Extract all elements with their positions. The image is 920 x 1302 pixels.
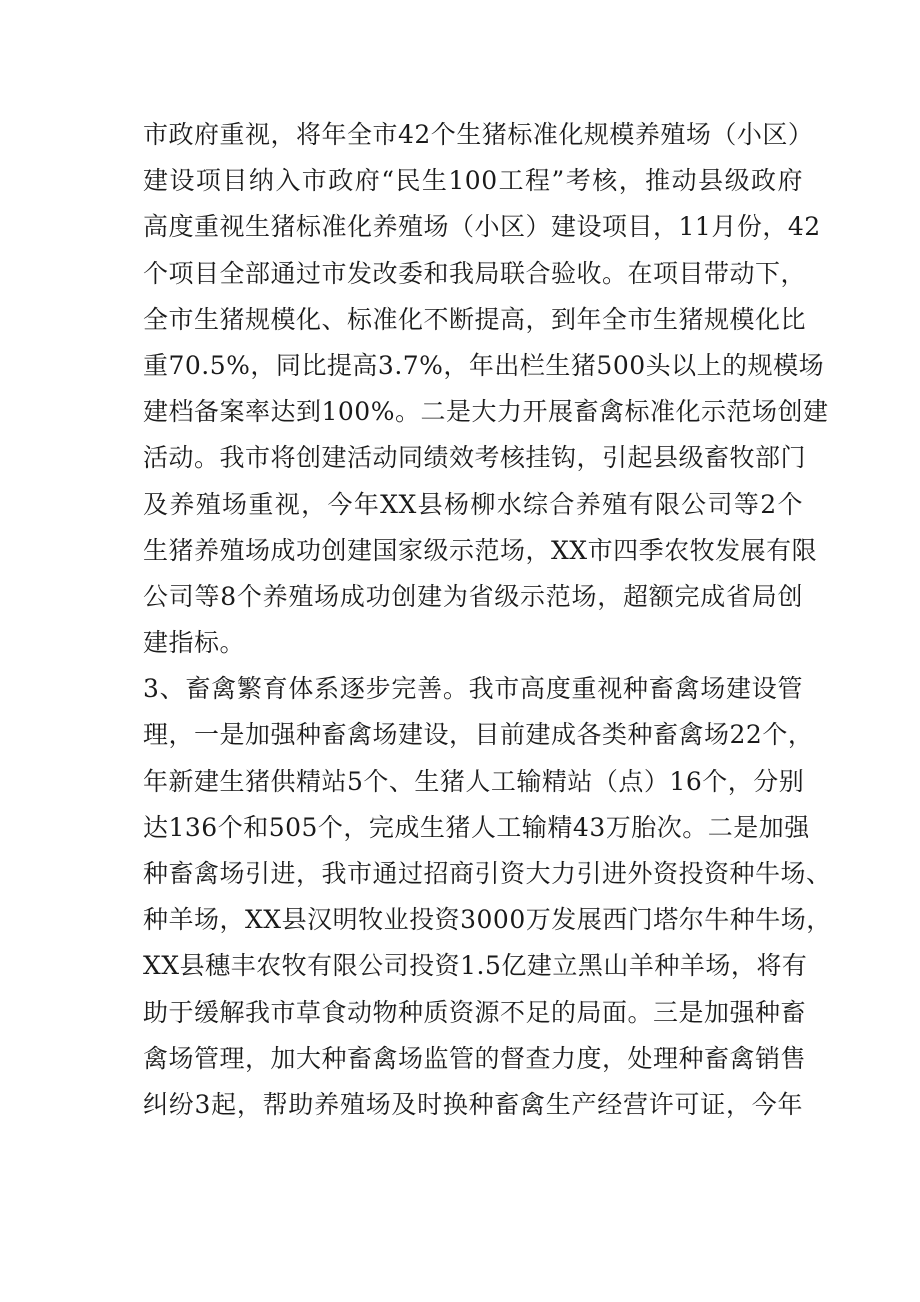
text-line: 建设项目纳入市政府“民生100工程”考核，推动县级政府 (143, 166, 803, 196)
text-line: 及养殖场重视，今年XX县杨柳水综合养殖有限公司等2个 (143, 489, 803, 519)
text-line: 重70.5%，同比提高3.7%，年出栏生猪500头以上的规模场 (143, 350, 825, 380)
text-line: 个项目全部通过市发改委和我局联合验收。在项目带动下， (143, 258, 807, 288)
text-line: 达136个和505个，完成生猪人工输精43万胎次。二是加强 (143, 812, 810, 842)
text-line: 建档备案率达到100%。二是大力开展畜禽标准化示范场创建 (143, 397, 829, 427)
text-line: 活动。我市将创建活动同绩效考核挂钩，引起县级畜牧部门 (143, 443, 807, 473)
text-line: 市政府重视，将年全市42个生猪标准化规模养殖场（小区） (143, 120, 814, 149)
text-line: XX县穗丰农牧有限公司投资1.5亿建立黑山羊种羊场，将有 (143, 951, 808, 981)
text-line: 高度重视生猪标准化养殖场（小区）建设项目，11月份，42 (143, 212, 821, 242)
paragraph-end-line: 建指标。 (143, 628, 246, 658)
text-line: 理，一是加强种畜禽场建设，目前建成各类种畜禽场22个， (143, 720, 814, 750)
body-text (143, 112, 832, 1128)
section-heading-line: 3、畜禽繁育体系逐步完善。我市高度重视种畜禽场建设管 (143, 674, 803, 704)
text-line: 种羊场，XX县汉明牧业投资3000万发展西门塔尔牛种牛场， (143, 905, 832, 935)
text-line: 年新建生猪供精站5个、生猪人工输精站（点）16个，分别 (143, 766, 805, 796)
text-line: 公司等8个养殖场成功创建为省级示范场，超额完成省局创 (143, 581, 803, 611)
text-line: 全市生猪规模化、标准化不断提高，到年全市生猪规模化比 (143, 304, 807, 334)
text-line: 助于缓解我市草食动物种质资源不足的局面。三是加强种畜 (143, 997, 807, 1027)
text-line: 生猪养殖场成功创建国家级示范场，XX市四季农牧发展有限 (143, 535, 818, 565)
text-line: 纠纷3起，帮助养殖场及时换种畜禽生产经营许可证，今年 (143, 1089, 803, 1119)
text-line: 种畜禽场引进，我市通过招商引资大力引进外资投资种牛场、 (143, 859, 832, 888)
text-line: 禽场管理，加大种畜禽场监管的督查力度，处理种畜禽销售 (143, 1043, 807, 1073)
